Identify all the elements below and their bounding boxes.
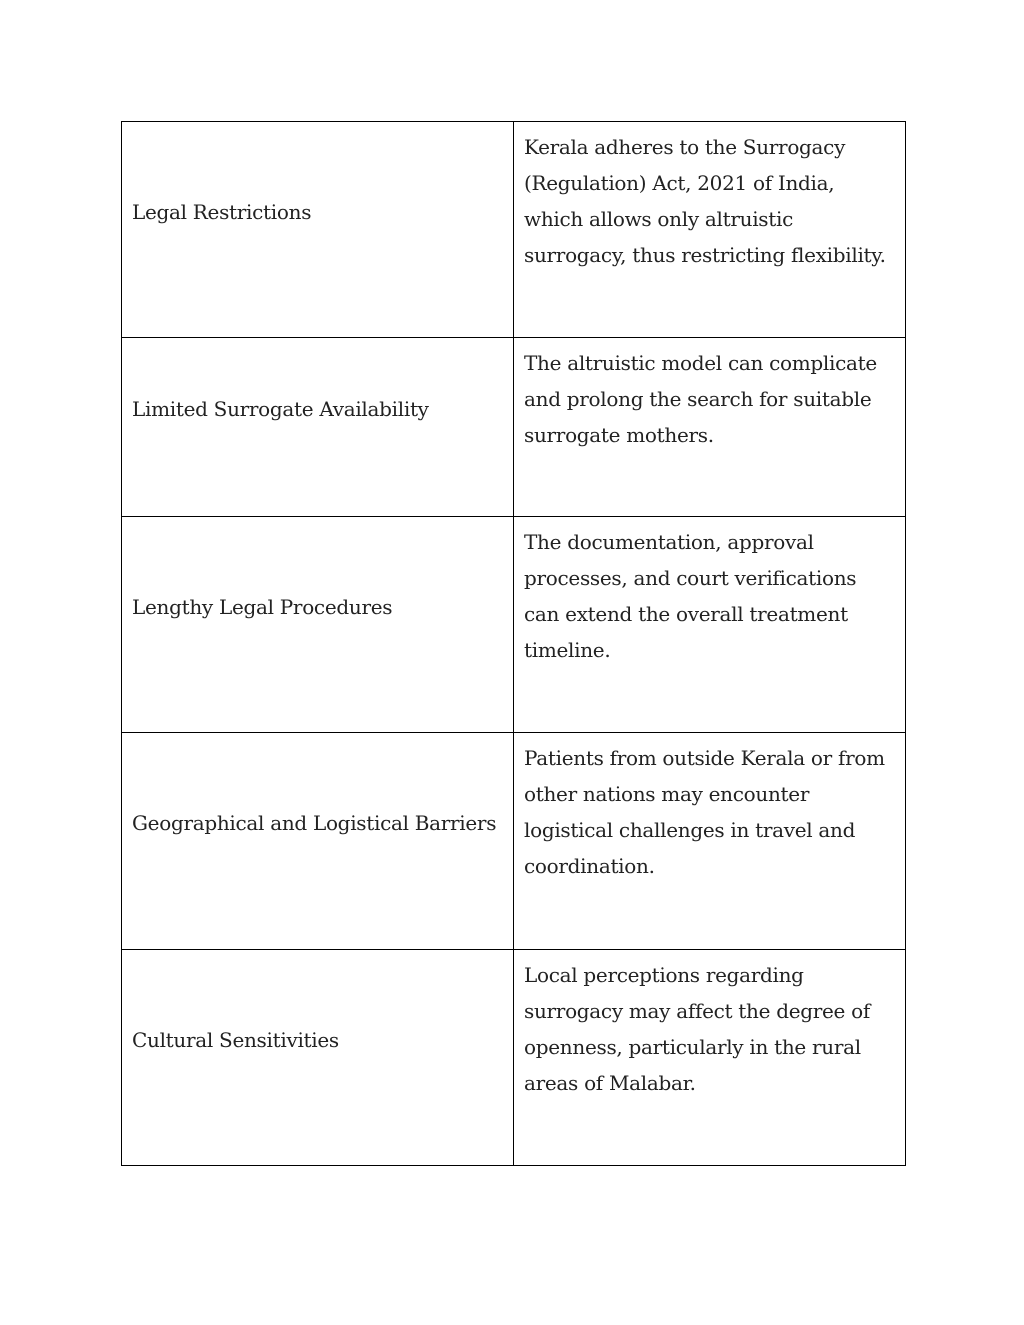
- table-row: [122, 338, 906, 517]
- table-row: [122, 950, 906, 1166]
- table-row: [122, 733, 906, 950]
- row-label-cell: [122, 517, 514, 733]
- row-label: Limited Surrogate Availability: [132, 397, 429, 421]
- table-row: [122, 517, 906, 733]
- row-description-cell: [514, 517, 906, 733]
- row-description-cell: [514, 122, 906, 338]
- row-description: Kerala adheres to the Surrogacy (Regulation) Act, 2021 of India, which allows only altruistic surrogacy, thus restricting flexibility.: [524, 135, 886, 267]
- row-label-cell: [122, 950, 514, 1166]
- table-row: [122, 122, 906, 338]
- row-description: The documentation, approval processes, and court verifications can extend the overall treatment timeline.: [524, 530, 857, 662]
- row-description: The altruistic model can complicate and prolong the search for suitable surrogate mothers.: [524, 351, 877, 447]
- row-label-cell: [122, 338, 514, 517]
- row-description: Patients from outside Kerala or from other nations may encounter logistical challenges in travel and coordination.: [524, 746, 885, 878]
- row-label: Cultural Sensitivities: [132, 1027, 339, 1052]
- row-label-cell: [122, 122, 514, 338]
- row-label: Geographical and Logistical Barriers: [132, 811, 497, 835]
- row-description: Local perceptions regarding surrogacy may affect the degree of openness, particularly in the rural areas of Malabar.: [524, 963, 870, 1095]
- row-label-cell: [122, 733, 514, 950]
- row-label: Lengthy Legal Procedures: [132, 594, 393, 619]
- challenges-table: [121, 121, 906, 1166]
- row-description-cell: [514, 733, 906, 950]
- row-description-cell: [514, 338, 906, 517]
- row-label: Legal Restrictions: [132, 199, 312, 224]
- row-description-cell: [514, 950, 906, 1166]
